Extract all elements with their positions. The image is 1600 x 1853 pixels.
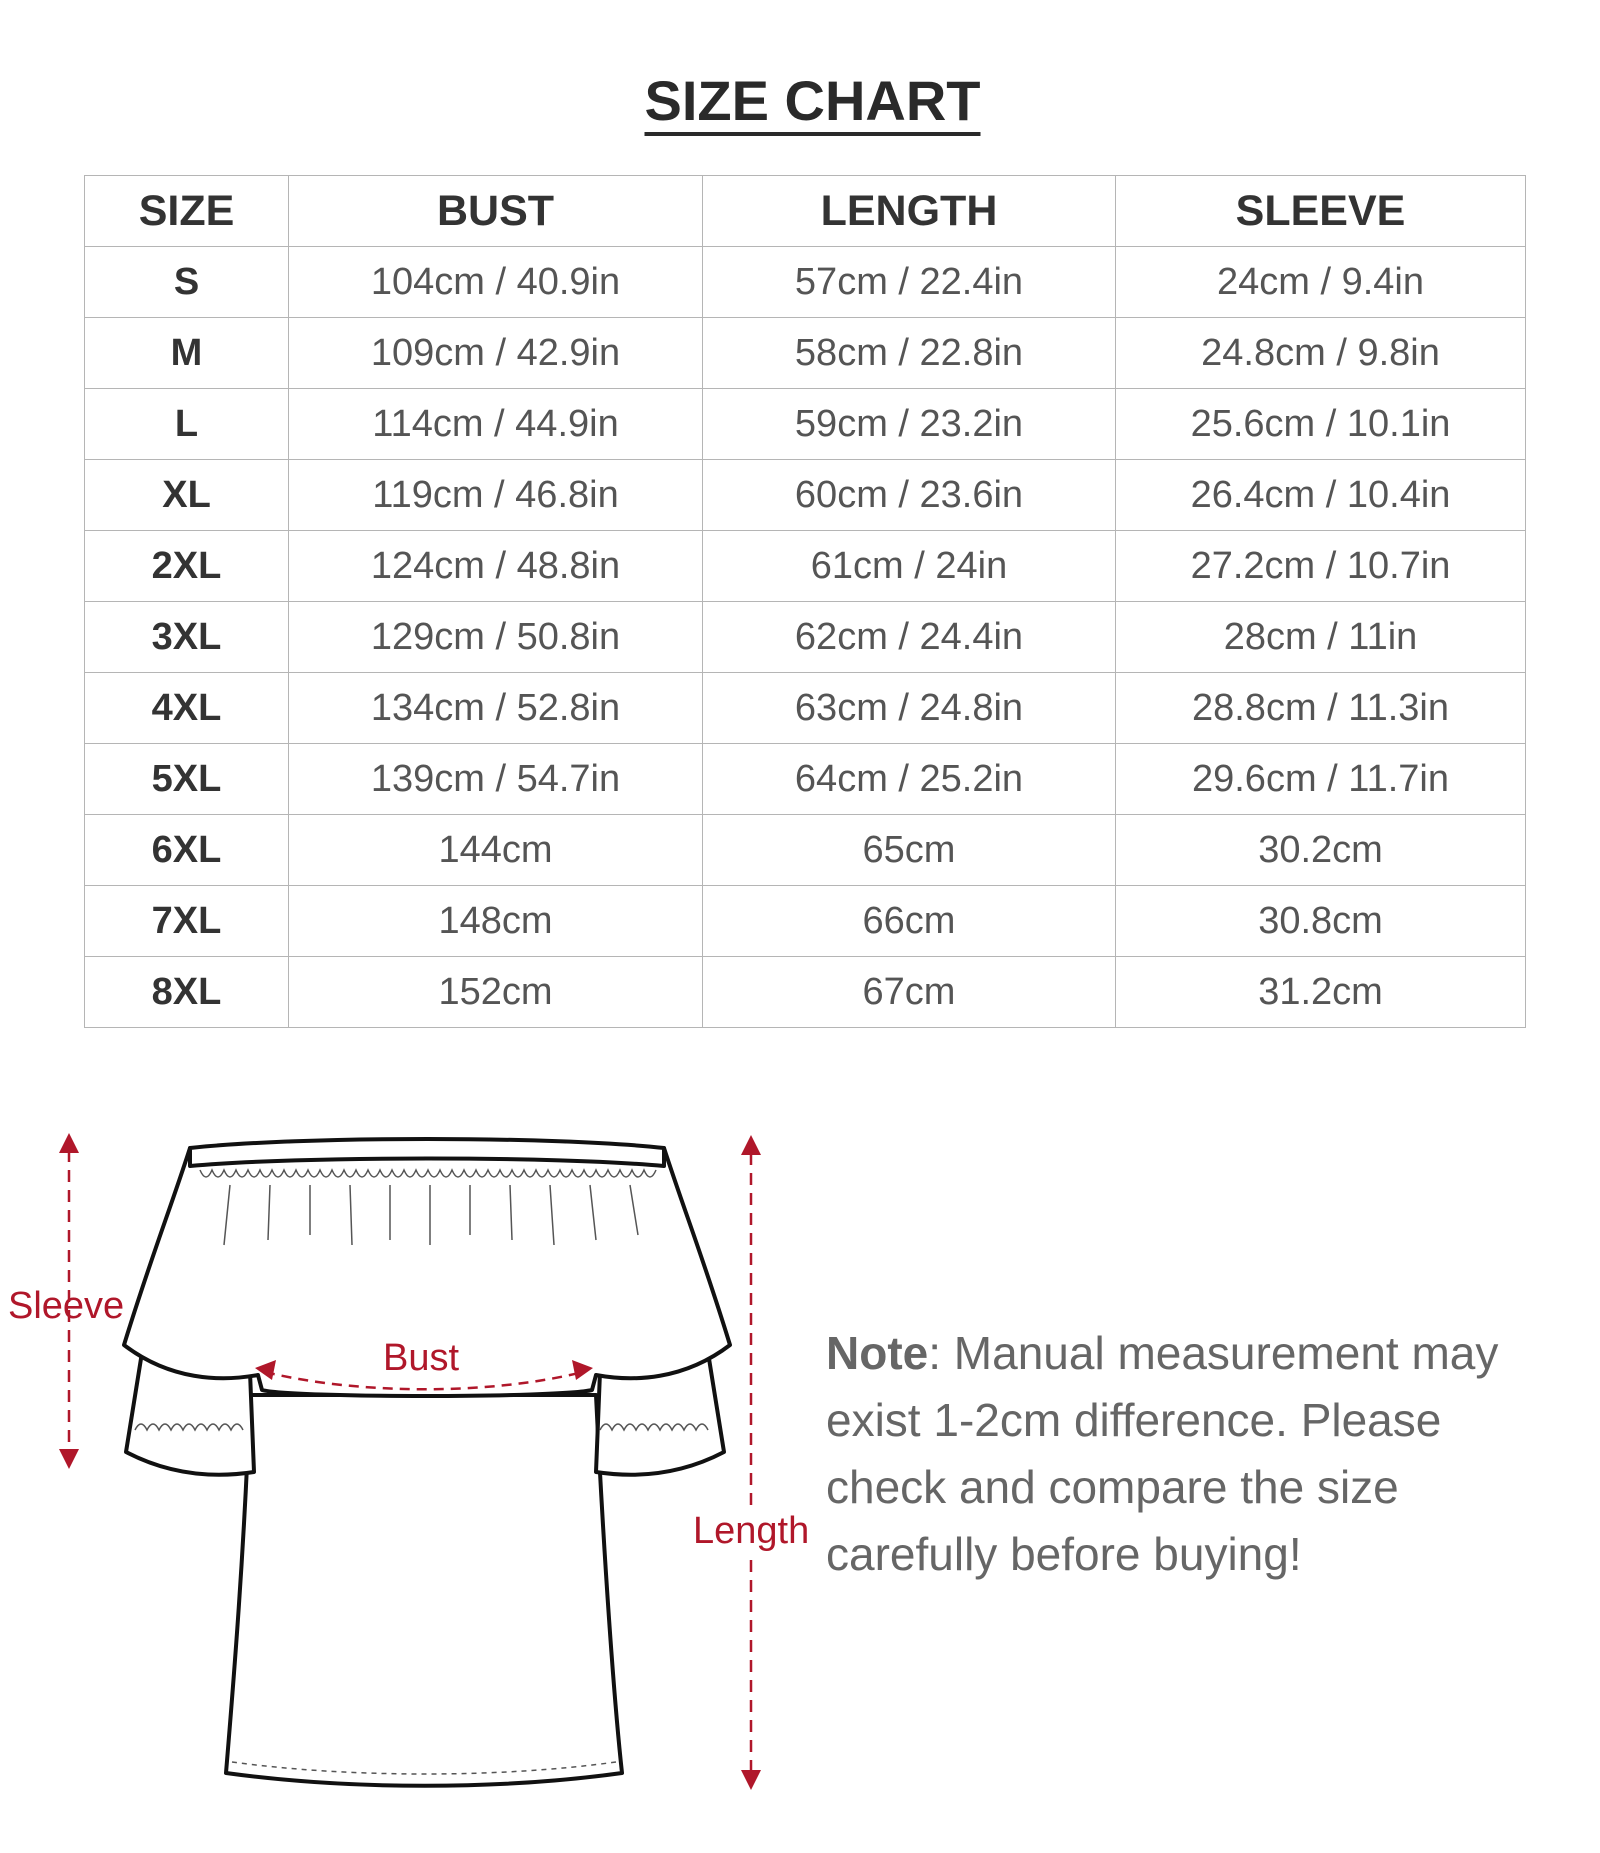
sleeve-cell: 31.2cm <box>1116 957 1526 1028</box>
table-row <box>85 247 1526 318</box>
bust-cell: 109cm / 42.9in <box>289 318 703 389</box>
table-row <box>85 673 1526 744</box>
size-cell: L <box>85 389 289 460</box>
length-cell: 61cm / 24in <box>703 531 1116 602</box>
table-row <box>85 957 1526 1028</box>
length-cell: 65cm <box>703 815 1116 886</box>
header-bust: BUST <box>289 176 703 247</box>
bust-cell: 129cm / 50.8in <box>289 602 703 673</box>
bust-cell: 114cm / 44.9in <box>289 389 703 460</box>
sleeve-arrow-up-icon <box>59 1133 79 1153</box>
sleeve-cell: 27.2cm / 10.7in <box>1116 531 1526 602</box>
length-arrow-up-icon <box>741 1135 761 1155</box>
bust-cell: 152cm <box>289 957 703 1028</box>
note-body: : Manual measurement may exist 1-2cm difference. Please check and compare the size carefully before buying! <box>826 1327 1499 1580</box>
table-row <box>85 744 1526 815</box>
sleeve-label: Sleeve <box>8 1285 125 1327</box>
table-header-row <box>85 176 1526 247</box>
size-cell: 6XL <box>85 815 289 886</box>
garment-diagram <box>0 1120 820 1820</box>
size-cell: M <box>85 318 289 389</box>
size-cell: XL <box>85 460 289 531</box>
length-arrow-down-icon <box>741 1770 761 1790</box>
length-cell: 64cm / 25.2in <box>703 744 1116 815</box>
size-cell: S <box>85 247 289 318</box>
size-cell: 5XL <box>85 744 289 815</box>
note-text <box>826 1320 1566 1588</box>
sleeve-arrow-down-icon <box>59 1449 79 1469</box>
length-cell: 57cm / 22.4in <box>703 247 1116 318</box>
size-cell: 7XL <box>85 886 289 957</box>
sleeve-cell: 25.6cm / 10.1in <box>1116 389 1526 460</box>
length-cell: 60cm / 23.6in <box>703 460 1116 531</box>
sleeve-cell: 24cm / 9.4in <box>1116 247 1526 318</box>
length-cell: 58cm / 22.8in <box>703 318 1116 389</box>
length-cell: 63cm / 24.8in <box>703 673 1116 744</box>
sleeve-cell: 30.2cm <box>1116 815 1526 886</box>
size-cell: 8XL <box>85 957 289 1028</box>
garment-body <box>226 1395 622 1786</box>
garment-illustration <box>124 1139 730 1786</box>
header-length: LENGTH <box>703 176 1116 247</box>
table-row <box>85 318 1526 389</box>
table-row <box>85 815 1526 886</box>
size-cell: 4XL <box>85 673 289 744</box>
header-size: SIZE <box>85 176 289 247</box>
bust-cell: 148cm <box>289 886 703 957</box>
bust-cell: 134cm / 52.8in <box>289 673 703 744</box>
bust-label: Bust <box>383 1337 460 1379</box>
sleeve-cell: 24.8cm / 9.8in <box>1116 318 1526 389</box>
table-row <box>85 460 1526 531</box>
bust-cell: 119cm / 46.8in <box>289 460 703 531</box>
length-cell: 62cm / 24.4in <box>703 602 1116 673</box>
size-cell: 2XL <box>85 531 289 602</box>
length-cell: 59cm / 23.2in <box>703 389 1116 460</box>
note-label: Note <box>826 1327 929 1379</box>
sleeve-cell: 26.4cm / 10.4in <box>1116 460 1526 531</box>
bust-cell: 124cm / 48.8in <box>289 531 703 602</box>
sleeve-cell: 28.8cm / 11.3in <box>1116 673 1526 744</box>
header-sleeve: SLEEVE <box>1116 176 1526 247</box>
size-table <box>84 175 1526 1028</box>
table-row <box>85 886 1526 957</box>
sleeve-cell: 29.6cm / 11.7in <box>1116 744 1526 815</box>
length-cell: 66cm <box>703 886 1116 957</box>
length-label: Length <box>693 1510 810 1552</box>
length-cell: 67cm <box>703 957 1116 1028</box>
page-title: SIZE CHART <box>644 69 981 132</box>
size-cell: 3XL <box>85 602 289 673</box>
sleeve-cell: 30.8cm <box>1116 886 1526 957</box>
bust-cell: 144cm <box>289 815 703 886</box>
table-row <box>85 531 1526 602</box>
sleeve-cell: 28cm / 11in <box>1116 602 1526 673</box>
table-row <box>85 602 1526 673</box>
bust-cell: 104cm / 40.9in <box>289 247 703 318</box>
bust-cell: 139cm / 54.7in <box>289 744 703 815</box>
table-row <box>85 389 1526 460</box>
